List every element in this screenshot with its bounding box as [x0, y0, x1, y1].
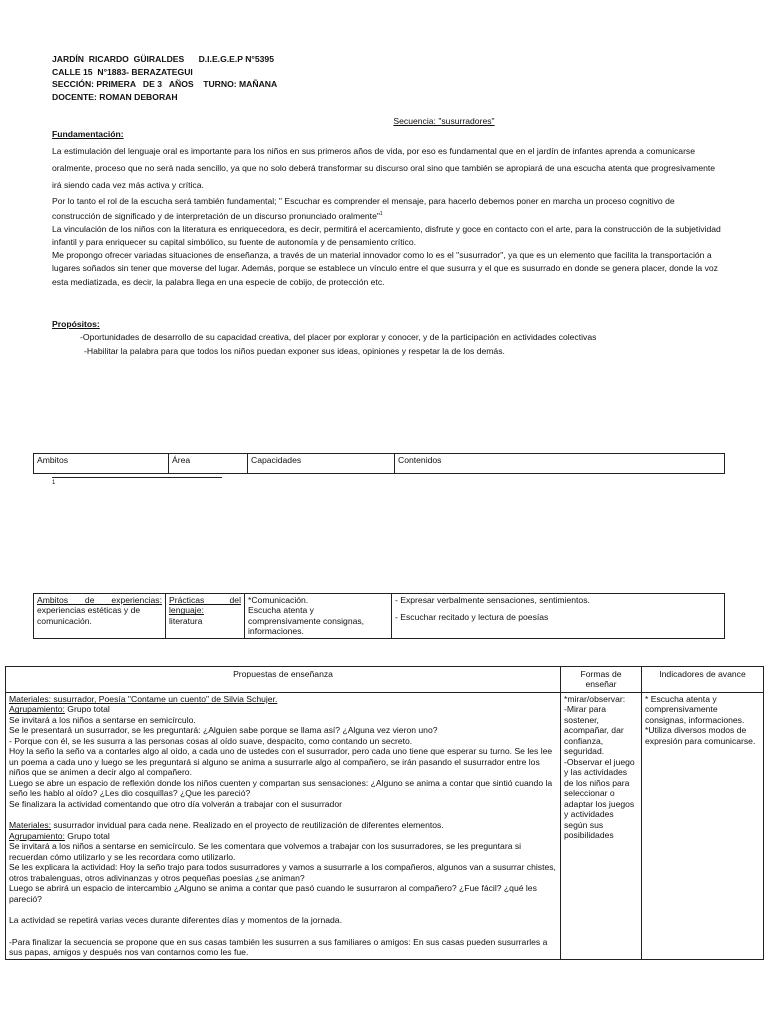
practicas-cell: [166, 594, 245, 639]
forma-3: -Observar el juego y las actividades de los niños para seleccionar o adaptar los juegos y actividades según sus posibilidades: [564, 756, 635, 841]
forma-1: *mirar/observar:: [564, 693, 626, 704]
propuestas-table: [5, 666, 764, 960]
materiales-2-label: Materiales:: [9, 820, 52, 831]
ambitos-cell: [34, 594, 166, 639]
proposito-item-1: -Oportunidades de desarrollo de su capacidad creativa, del placer por explorar y conocer, y de la participación en actividades colectivas: [80, 332, 597, 342]
experiencias-table: [33, 593, 725, 639]
header-area: Área: [169, 454, 248, 474]
practicas-text: literatura: [169, 615, 203, 626]
agrupamiento-2-label: Agrupamiento:: [9, 830, 65, 841]
capacidad-2: Escucha atenta y comprensivamente consignas, informaciones.: [248, 605, 365, 637]
capacidad-1: *Comunicación.: [248, 595, 309, 605]
agrupamiento-1-label: Agrupamiento:: [9, 704, 65, 715]
fundamentacion-paragraph-3: La vinculación de los niños con la literatura es enriquecedora, es decir, permitirá el acercamiento, disfrute y goce en contacto con el arte, para la construcción de la subjetividad infantil y para enriquecer su capital simbólico, su fuente de autonomía y de pensamiento crítico.: [52, 223, 721, 247]
block1-line-3: - Porque con él, se les susurra a las personas cosas al oído suave, despacito, como contando un secreto.: [9, 735, 413, 746]
header-contenidos: Contenidos: [395, 454, 725, 474]
fundamentacion-heading: Fundamentación:: [52, 129, 124, 139]
agrupamiento-2-value: Grupo total: [64, 830, 110, 841]
header-capacidades: Capacidades: [248, 454, 395, 474]
block1-line-6: Se finalizara la actividad comentando que otro día volverán a trabajar con el susurrador: [9, 798, 342, 809]
indicador-2: *Utiliza diversos modos de expresión para comunicarse.: [645, 725, 756, 746]
ambitos-table: [33, 453, 725, 474]
fundamentacion-paragraph-2-text: Por lo tanto el rol de la escucha será también fundamental; " Escuchar es comprender el mensaje, para hacerlo debemos poner en marcha un proceso cognitivo de construcción de significado y de interpretación de un discurso pronunciado oralmente": [52, 196, 675, 221]
header-line-address: CALLE 15 N°1883- BERAZATEGUI: [52, 66, 193, 77]
footnote-mark: 1: [52, 480, 56, 486]
sequence-title-text: Secuencia: "susurradores": [393, 116, 495, 126]
contenido-1: - Expresar verbalmente sensaciones, sentimientos.: [395, 595, 590, 605]
materiales-2: [9, 820, 557, 830]
materiales-2-text: susurrador invidual para cada nene. Realizado en el proyecto de reutilización de diferentes elementos.: [51, 820, 444, 831]
header-line-school: JARDÍN RICARDO GÜIRALDES D.I.E.G.E.P N°5395: [52, 54, 274, 64]
header-propuestas: Propuestas de enseñanza: [6, 667, 561, 693]
fundamentacion-paragraph-1: La estimulación del lenguaje oral es importante para los niños en sus primeros años de vida, por eso es fundamental que en el jardín de infantes aprenda a comunicarse oralmente, proceso que no será nada sencillo, ya que no solo deberá transformar su discurso oral sino que también se apropiará de una escucha atenta que progresivamente irá siendo cada vez más activa y crítica.: [52, 146, 716, 190]
formas-cell: [561, 692, 642, 959]
ambitos-heading: Ambitos de experiencias:: [37, 595, 162, 605]
header-indicadores: Indicadores de avance: [642, 667, 764, 693]
sequence-title: [0, 116, 768, 126]
block1-line-1: Se invitará a los niños a sentarse en semicírculo.: [9, 714, 196, 725]
contenido-2: - Escuchar recitado y lectura de poesías: [395, 612, 549, 623]
school-header: [52, 53, 277, 103]
capacidades-cell: [245, 594, 392, 639]
footnote-reference: 1: [379, 211, 383, 217]
block2-line-1: Se invitará a los niños a sentarse en semicírculo. Se les comentara que volvemos a trabajar con los susurradores, se les preguntara si recuerdan cómo utilizarlo y se les recordara como utilizarlo.: [9, 841, 522, 862]
header-formas: Formas de enseñar: [561, 667, 642, 693]
indicador-1: * Escucha atenta y comprensivamente consignas, informaciones.: [645, 693, 745, 725]
indicadores-cell: [642, 692, 764, 959]
forma-2: -Mirar para sostener, acompañar, dar confianza, seguridad.: [564, 704, 624, 757]
propuestas-cell: [6, 692, 561, 959]
header-line-teacher: DOCENTE: ROMAN DEBORAH: [52, 91, 178, 102]
footnote-separator: [52, 477, 222, 478]
block1-line-5: Luego se abre un espacio de reflexión donde los niños cuenten y compartan sus sensaciones: ¿Alguno se anima a contar que sintió cuando la seño les hablo al oído? ¿Les dio cosquillas? ¿Que les pareció?: [9, 777, 553, 799]
materiales-1: Materiales: susurrador, Poesía "Contame un cuento" de Silvia Schujer.: [9, 693, 278, 704]
ambitos-text: experiencias estéticas y de comunicación.: [37, 605, 141, 626]
agrupamiento-1: [9, 704, 557, 714]
final-note: -Para finalizar la secuencia se propone que en sus casas también les susurren a sus familiares o amigos: En sus casas pueden susurrarles a sus papas, amigos y después nos van contarnos como les fue.: [9, 936, 548, 958]
block2-line-2: Se les explicara la actividad: Hoy la seño trajo para todos susurradores y vamos a susurrarle a los compañeros, algunos van a susurrar chistes, otros trabalenguas, otros adivinanzas y otros pequeñas poesías ¿se animan?: [9, 862, 556, 883]
agrupamiento-1-value: Grupo total: [64, 704, 110, 715]
block2-line-3: Luego se abrirá un espacio de intercambio ¿Alguno se anima a contar que pasó cuando le susurraron al compañero? ¿Fue fácil? ¿qué les pareció?: [9, 883, 537, 904]
header-ambitos: Ambitos: [34, 454, 169, 474]
propositos-heading: Propósitos:: [52, 319, 100, 329]
repeat-note: La actividad se repetirá varias veces durante diferentes días y momentos de la jornada.: [9, 915, 342, 926]
fundamentacion-paragraph-2: [52, 195, 722, 223]
proposito-item-2: -Habilitar la palabra para que todos los niños puedan exponer sus ideas, opiniones y respetar la de los demás.: [84, 346, 505, 356]
agrupamiento-2: [9, 831, 557, 841]
header-line-section: SECCIÓN: PRIMERA DE 3 AÑOS TURNO: MAÑANA: [52, 79, 278, 89]
block1-line-2: Se le presentará un susurrador, se les preguntará: ¿Alguien sabe porque se llama así? ¿Alguna vez vieron uno?: [9, 725, 438, 736]
fundamentacion-paragraph-4: Me propongo ofrecer variadas situaciones de enseñanza, a través de un material innovador como lo es el "susurrador", ya que es un elemento que facilita la transportación a lugares soñados sin tener que moverse del lugar. Además, porque se establece un vínculo entre el que susurra y el que es susurrado en donde se genera placer, donde la voz esta mediatizada, es decir, la palabra llega en una especie de cobijo, de protección etc.: [52, 249, 718, 287]
block1-line-4: Hoy la seño la seño va a contarles algo al oído, a cada uno de ustedes con el susurrador, pero cada uno tiene que esperar su turno. Se les lee un poema a cada uno y luego se les preguntará si alguno se anima a susurrarle algo al compañero, se irán pasando el susurrador entre los niños que se animen a decir algo al compañero.: [9, 746, 553, 778]
contenidos-cell: [392, 594, 725, 639]
fundamentacion-body: [52, 143, 722, 289]
practicas-heading: Prácticas del lenguaje:: [169, 595, 241, 616]
